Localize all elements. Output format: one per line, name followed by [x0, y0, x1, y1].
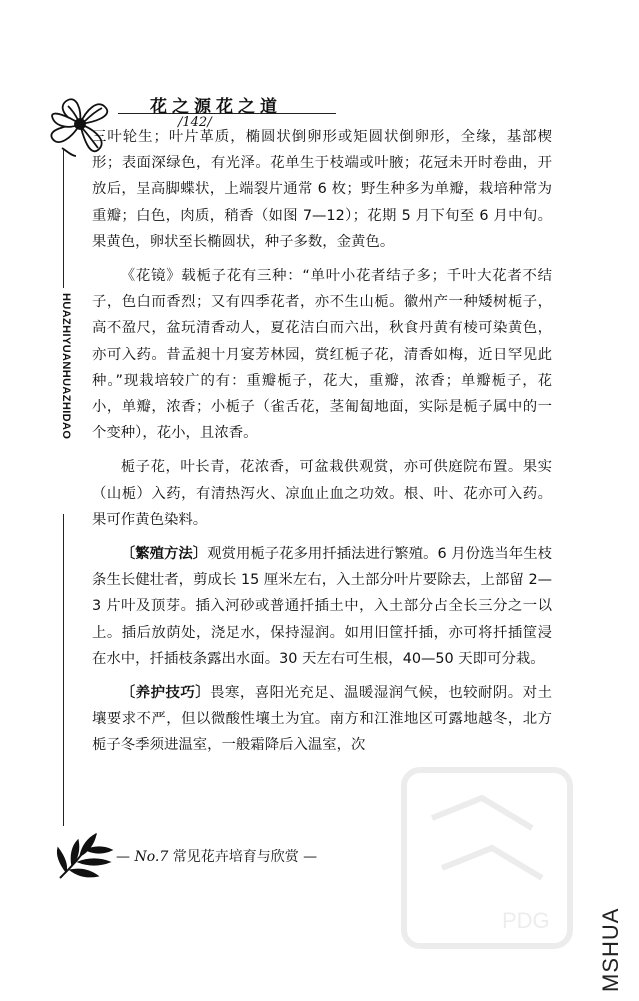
side-vertical-text: HUAZHIYUANHUAZHIDAO	[60, 293, 72, 440]
footer-dash-left: —	[116, 849, 130, 865]
side-rule-bottom	[63, 514, 64, 826]
book-title: 常见花卉培育与欣赏	[172, 849, 299, 865]
paragraph-description: 三叶轮生；叶片革质，椭圆状倒卵形或矩圆状倒卵形，全缘，基部楔形；表面深绿色，有光泽。花单生于枝端或叶腋；花冠未开时卷曲，开放后，呈高脚蝶状，上端裂片通常 6 枚；野生种多为单瓣，栽培种常为重瓣；白色，肉质，稍香（如图 7—12）；花期 5 月下旬至 6 月中旬。果黄色，卵状至长椭圆状，种子多数，金黄色。	[92, 129, 552, 250]
paragraph-care	[92, 680, 552, 759]
care-text: 畏寒，喜阳光充足、温暖湿润气候，也较耐阴。对土壤要求不严，但以微酸性壤土为宜。南方和江淮地区可露地越冬，北方栀子冬季须进温室，一般霜降后入温室，次	[92, 685, 552, 754]
propagation-text: 观赏用栀子花多用扦插法进行繁殖。6 月份选当年生枝条生长健壮者，剪成长 15 厘米左右，入土部分叶片要除去，上部留 2—3 片叶及顶芽。插入河砂或普通扦插土中，入土部分占全长三分之一以上。插后放荫处，浇足水，保持湿润。如用旧筐扦插，亦可将扦插筐浸在水中，扦插枝条露出水面。30 天左右可生根，40—50 天即可分栽。	[92, 546, 552, 667]
section-head-care: 〔养护技巧〕	[120, 685, 211, 702]
title-rule	[118, 113, 336, 114]
scan-stamp-watermark	[392, 758, 582, 958]
section-head-propagation: 〔繁殖方法〕	[120, 546, 208, 563]
chapter-number: No.7	[134, 849, 169, 865]
paragraph-propagation	[92, 541, 552, 672]
page-number: /142/	[178, 115, 212, 130]
running-title: 花之源花之道	[150, 97, 282, 117]
corner-plant-ornament	[52, 826, 116, 882]
body-text	[92, 124, 552, 767]
stamp-label: PDG	[502, 908, 550, 933]
footer-dash-right: —	[303, 849, 318, 865]
watermark-text: MSHUA	[598, 907, 623, 992]
paragraph-huajing: 《花镜》载栀子花有三种：“单叶小花者结子多；千叶大花者不结子，色白而香烈；又有四季花者，亦不生山栀。徽州产一种矮树栀子，高不盈尺，盆玩清香动人，夏花洁白而六出，秋食丹黄有棱可染黄色，亦可入药。昔孟昶十月宴芳林园，赏红栀子花，清香如梅，近日罕见此种。”现栽培较广的有：重瓣栀子，花大，重瓣，浓香；单瓣栀子，花小，单瓣，浓香；小栀子（雀舌花，茎匍匐地面，实际是栀子属中的一个变种），花小，且浓香。	[92, 268, 552, 442]
footer	[116, 846, 317, 866]
side-rule-top	[63, 150, 64, 288]
paragraph-uses: 栀子花，叶长青，花浓香，可盆栽供观赏，亦可供庭院布置。果实（山栀）入药，有清热泻火、凉血止血之功效。根、叶、花亦可入药。果可作黄色染料。	[92, 459, 552, 528]
